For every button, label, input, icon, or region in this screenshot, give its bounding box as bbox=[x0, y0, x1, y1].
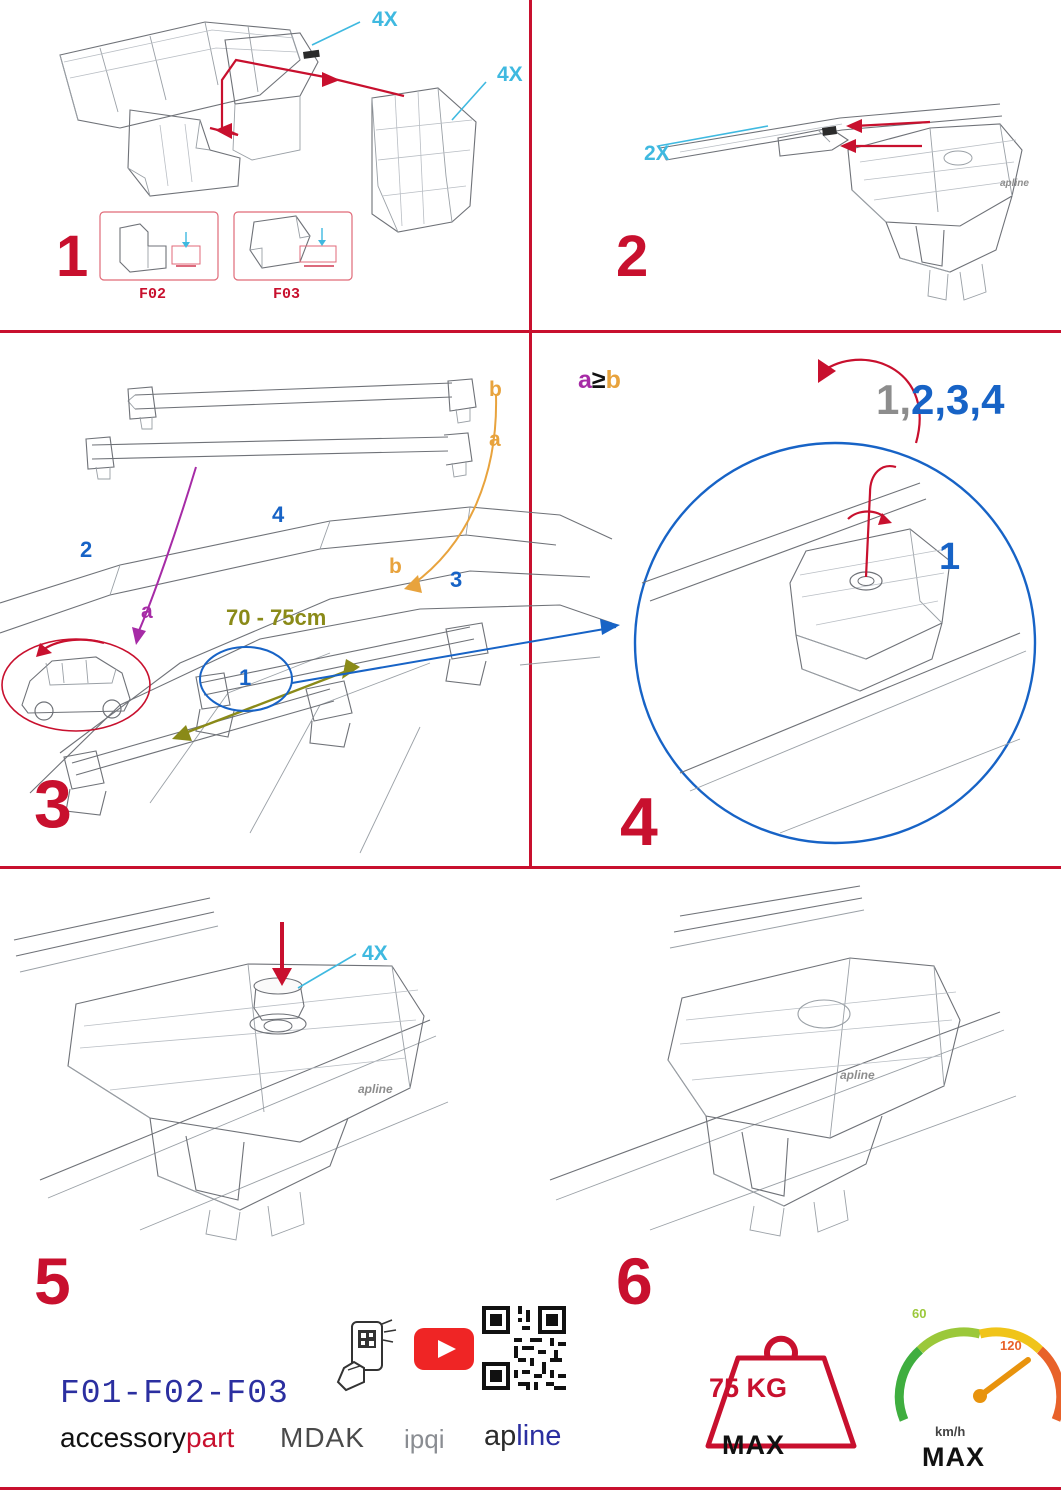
step3-label-b-top: b bbox=[489, 378, 502, 401]
brand-apline-b: line bbox=[516, 1420, 562, 1452]
step2-callout-2x: 2X bbox=[644, 142, 670, 165]
brand-apline bbox=[484, 1420, 561, 1453]
brand-mdak-a: MD bbox=[280, 1422, 326, 1453]
step1-callout-4x-top: 4X bbox=[372, 8, 398, 31]
divider-middle bbox=[0, 866, 1061, 869]
step3-number: 3 bbox=[34, 766, 70, 842]
step3-position-4: 4 bbox=[272, 502, 285, 527]
speed-unit-label: km/h bbox=[935, 1424, 966, 1439]
step5-number: 5 bbox=[34, 1244, 69, 1318]
brand-mdak bbox=[280, 1422, 365, 1454]
step5-callout-4x: 4X bbox=[362, 942, 388, 965]
speed-tick-120: 120 bbox=[1000, 1338, 1022, 1353]
step5-finished-illustration bbox=[530, 880, 1061, 1270]
step4-number: 4 bbox=[620, 784, 656, 860]
brand-apline-a: ap bbox=[484, 1420, 517, 1452]
step2-logo: apline bbox=[1000, 178, 1029, 189]
qr-code-icon[interactable] bbox=[482, 1306, 566, 1390]
step6-number: 6 bbox=[616, 1244, 651, 1318]
step1-callout-4x-right: 4X bbox=[497, 63, 523, 86]
step3-position-2: 2 bbox=[80, 537, 93, 562]
speed-tick-60: 60 bbox=[912, 1306, 927, 1321]
step4-callout-1: 1 bbox=[939, 536, 961, 578]
step3-label-a-top: a bbox=[489, 428, 501, 451]
step5-logo: apline bbox=[358, 1082, 393, 1096]
brand-accessorypart bbox=[60, 1422, 234, 1454]
youtube-icon[interactable] bbox=[414, 1328, 474, 1370]
weight-limit-value: 75 KG bbox=[709, 1373, 788, 1403]
step2-number: 2 bbox=[616, 224, 647, 289]
step1-number: 1 bbox=[56, 224, 87, 289]
divider-bottom bbox=[0, 1487, 1061, 1490]
step3-position-3: 3 bbox=[450, 567, 463, 592]
step3-position-1: 1 bbox=[239, 665, 252, 690]
brand-accessorypart-b: part bbox=[186, 1422, 235, 1453]
step3-distance-label: 70 - 75cm bbox=[226, 605, 327, 630]
brand-accessorypart-a: accessory bbox=[60, 1422, 187, 1453]
phone-scan-icon bbox=[330, 1318, 400, 1398]
step1-variant-label-f02: F02 bbox=[139, 286, 167, 303]
step3-illustration bbox=[0, 333, 620, 866]
step5-illustration bbox=[0, 880, 529, 1270]
speed-limit-icon bbox=[880, 1316, 1061, 1446]
step3-label-a-roof: a bbox=[141, 600, 153, 623]
step3-rule-a-ge-b: a≥b bbox=[578, 366, 621, 394]
weight-limit-max-label: MAX bbox=[722, 1430, 785, 1460]
speed-limit-max-label: MAX bbox=[922, 1442, 985, 1472]
brand-mdak-b: AK bbox=[325, 1422, 365, 1453]
model-codes: F01-F02-F03 bbox=[60, 1375, 289, 1412]
step4-sequence-label: 1,2,3,4 bbox=[876, 376, 1005, 423]
step2-illustration bbox=[530, 0, 1061, 330]
step4-sequence-rest: 2,3,4 bbox=[911, 376, 1005, 423]
step5-finished-logo: apline bbox=[840, 1068, 875, 1082]
step3-label-b-roof: b bbox=[389, 555, 402, 578]
step1-variant-label-f03: F03 bbox=[273, 286, 301, 303]
brand-ipqi: ipqi bbox=[404, 1424, 445, 1454]
